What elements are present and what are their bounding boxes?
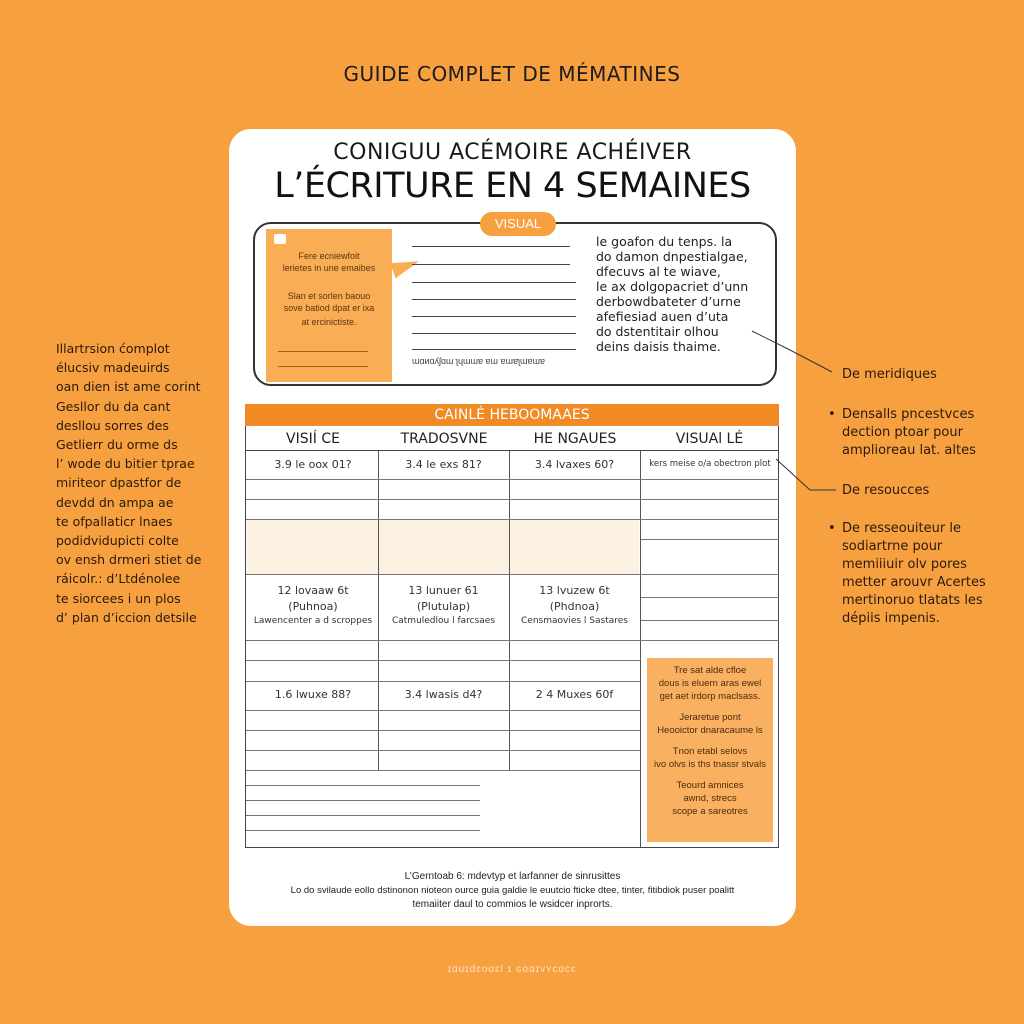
callout-line: Densalls pncestvces <box>842 407 975 422</box>
annotation-line: Gesllor du da cant <box>56 398 171 414</box>
description-line: le ax dolgopacriet d’unn <box>596 279 749 294</box>
callout-details <box>842 406 976 460</box>
table-cell: 3.4 le exs 81? <box>405 458 482 471</box>
description-line: deins daisis thaime. <box>596 339 721 354</box>
table-cell: 13 lunuer 61 <box>408 584 479 597</box>
table-cell: Catmuledlou l farcsaes <box>391 616 496 626</box>
annotation-line: oan dien ist ame corint <box>56 379 201 395</box>
table-cell: (Puhnoa) <box>288 600 338 613</box>
card-subtitle: CONIGUU ACÉMOIRE ACHÉIVER <box>333 140 692 165</box>
description-line: do damon dnpestialgae, <box>596 249 748 264</box>
note-line: Tnon etabl selovs <box>672 746 748 757</box>
column-header: VISIÍ CE <box>286 431 340 447</box>
table-cell: 13 lvuzew 6t <box>539 584 610 597</box>
table-cell: 12 lovaaw 6t <box>277 584 349 597</box>
annotation-line: ov ensh drmeri stiet de <box>56 552 202 568</box>
table-cell: 2 4 Muxes 60f <box>535 688 614 701</box>
table-cell: (Plutulap) <box>416 600 471 613</box>
visual-badge: VISUAL <box>480 212 556 236</box>
annotation-line: te ofpallaticr lnaes <box>56 513 173 529</box>
watermark: ɪɑuɪdɛoɑɛl ɪ ɢoɑɪᴠʏcɑcɛ <box>447 964 577 975</box>
note-line: Heooictor dnaracaume ls <box>657 725 763 736</box>
note-line: ivo olvs is ths tnassr stvals <box>654 759 766 770</box>
table-cell: 3.9 le oox 01? <box>274 458 352 471</box>
column-header: HE NGAUES <box>533 431 617 447</box>
annotation-line: élucsiv madeuirds <box>56 360 170 376</box>
callout-line: mertinoruo tlatats les <box>842 593 983 608</box>
callout-resource-details <box>842 520 986 628</box>
description-line: le goafon du tenps. la <box>596 234 733 249</box>
callout-resources: De resoucces <box>842 483 930 498</box>
callout-line: dection ptoar pour <box>842 425 963 440</box>
note-line: dous is eluern aras ewel <box>658 678 762 689</box>
footer-line: temaiiter daul to commios le wsidcer inprorts. <box>412 899 613 910</box>
bullet-icon: • <box>828 521 836 536</box>
table-cell: 3.4 lwasis d4? <box>404 688 483 701</box>
note-line: at ercinictiste. <box>301 317 357 327</box>
callout-line: De resseouiteur le <box>842 521 961 536</box>
note-line: Slan et sorlen baouo <box>287 291 371 301</box>
description-line: dfecuvs al te wiave, <box>596 264 721 279</box>
note-line: awnd, strecs <box>683 793 737 804</box>
footer-line: Lo do svilaude eollo dstinonon nioteon ource guia galdie le euutcio fticke dtee, tinter, fitibdiok puser poalitt <box>290 885 735 896</box>
annotation-line: ráicolr.: d’Ltdénolee <box>56 571 181 587</box>
table-cell: Censmaovies l Sastares <box>521 616 628 626</box>
column-header: VISUAl LÉ <box>675 431 744 447</box>
note-line: sove batiod dpat er ixa <box>283 303 375 313</box>
annotation-line: te siorcees i un plos <box>56 590 181 606</box>
annotation-line: Getlierr du orme ds <box>56 437 178 453</box>
annotation-line: podidvidupicti colte <box>56 533 179 549</box>
table-cell: Lawencenter a d scroppes <box>253 616 373 626</box>
annotation-line: d’ plan d’iccion detsile <box>56 609 197 625</box>
callout-line: memiiiuir olv pores <box>842 557 967 572</box>
callout-methods: De meridiques <box>842 367 937 382</box>
table-cell: (Phdnoa) <box>549 600 600 613</box>
annotation-line: l’ wode du bitier tprae <box>56 456 195 472</box>
page-title: GUIDE COMPLET DE MÉMATINES <box>343 62 681 86</box>
note-line: Tre sat alde cfloe <box>673 665 747 676</box>
callout-line: amplioreau lat. altes <box>842 443 976 458</box>
table-cell: 1.6 lwuxe 88? <box>274 688 352 701</box>
table-header: CAINLÉ HEBOOMAAES <box>245 404 779 426</box>
table-cell: kers meise o/a obectron plot <box>649 459 771 469</box>
callout-line: sodiartrne pour <box>842 539 943 554</box>
note-line: Teourd amnices <box>676 780 744 791</box>
description-line: do dstentitair olhou <box>596 324 719 339</box>
description-line: derbowdbateter d’urne <box>596 294 741 309</box>
annotation-line: miriteor dpastfor de <box>56 475 182 491</box>
annotation-line: devdd dn ampa ae <box>56 494 174 510</box>
callout-line: dépiis impenis. <box>842 611 940 626</box>
note-line: lerietes in une emaibes <box>282 263 376 273</box>
bullet-icon: • <box>828 407 836 422</box>
note-line: Fere ecniewfoit <box>298 251 360 261</box>
table-cell: 3.4 lvaxes 60? <box>534 458 615 471</box>
note-line: get aet irdorp maclsass. <box>659 691 761 702</box>
column-header: TRADOSVNE <box>400 431 488 447</box>
card-title: L’ÉCRITURE EN 4 SEMAINES <box>274 166 751 206</box>
annotation-line: desllou sorres des <box>56 417 169 433</box>
note-line: Jeraretue pont <box>679 712 741 723</box>
note-line: scope a sareotres <box>672 806 748 817</box>
footer-line: L’Gerntoab 6: mdevtyp et larfanner de sinrusittes <box>404 871 621 882</box>
annotation-line: Illartrsion ćomplot <box>56 341 170 356</box>
description-line: afefiesiad auen d’uta <box>596 309 729 324</box>
scribble-line: ɯɑᴎɑʎʃɑɯ ʅɥɯɯɐ ɐɯ ɐɯɐʅɯɐɯɐ <box>412 356 546 366</box>
callout-line: metter arouvr Acertes <box>842 575 986 590</box>
